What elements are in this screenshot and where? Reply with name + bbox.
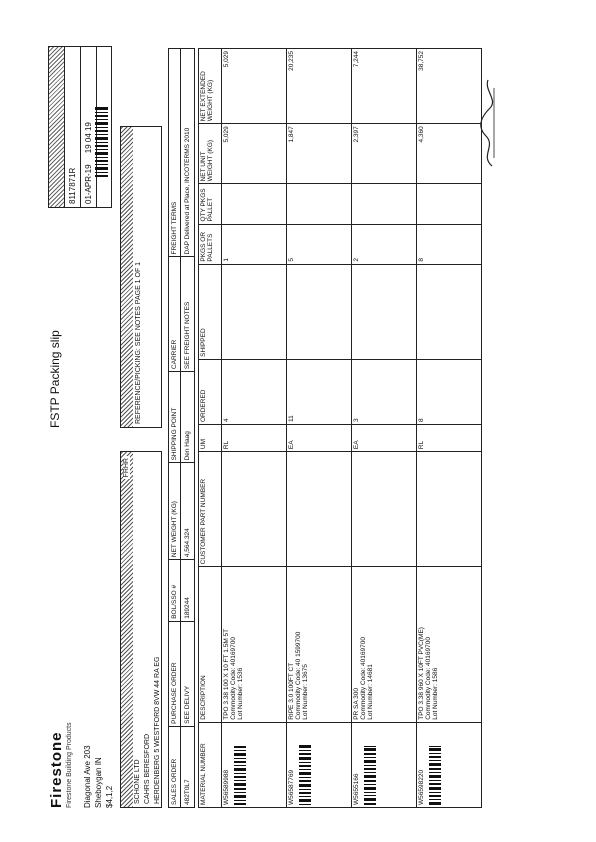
description [417,567,482,722]
items-header-cell: NET UNIT WEIGHT (KG) [199,124,222,184]
description-line: Commodity Code: 40 1599700 [295,631,302,720]
material-number-text: W56589988 [223,769,230,805]
shipped-qty [352,264,417,359]
material-barcode [429,745,441,805]
rotated-document-sheet [48,48,528,808]
table-row [222,49,287,808]
pkgs-or-pallets: 8 [417,224,482,264]
unit-of-measure: RL [222,425,287,452]
note-hatch [121,127,133,427]
ship-to-box [120,451,162,808]
order-value-cell: 4,564.324 [181,463,195,560]
ordered-qty: 11 [287,359,352,424]
order-header-cell: BOL/SSO # [169,560,181,622]
items-header-cell: ORDERED [199,359,222,424]
company-logo-subtitle: Firestone Building Products [66,722,73,808]
order-header-cell: PURCHASE ORDER [169,621,181,726]
reference-note: REFERENCE/PICKING: SEE NOTES PAGE 1 OF 1 [135,261,142,424]
unit-of-measure: EA [287,425,352,452]
material-number [222,722,287,807]
table-row [352,49,417,808]
material-number-text: W5655166 [353,773,360,805]
order-header-table [168,48,195,808]
order-header-cell: CARRIER [169,257,181,372]
material-number-text: W56598220 [418,769,425,805]
items-header-cell: CUSTOMER PART NUMBER [199,452,222,567]
description [352,567,417,722]
pkgs-or-pallets: 2 [352,224,417,264]
doc-barcode [95,107,108,177]
net-extended-weight: 38,752 [417,49,482,124]
net-unit-weight: 2,397 [352,124,417,184]
company-address [82,745,115,808]
address-line: Diagonal Ave 203 [83,745,92,808]
shipped-qty [417,264,482,359]
line-items-table [198,48,482,808]
material-number [417,722,482,807]
description-line: Lot Number: 1536 [237,667,244,720]
qty-pkgs-pallet [222,184,287,224]
unit-of-measure: RL [417,425,482,452]
description-line: TPO 3.38 100 X 10 FT 1.5M 5T [223,628,230,720]
order-header-cell: SALES ORDER [169,726,181,807]
document-number-box [48,46,112,208]
description-line: PR SA 300 [353,687,360,720]
customer-part-number [222,452,287,567]
address-line: Sheboygan IN [94,757,103,808]
order-value-cell: 482T0L7 [181,726,195,807]
shipped-qty [287,264,352,359]
order-header-cell: SHIPPING POINT [169,372,181,463]
net-unit-weight: 5,029 [222,124,287,184]
net-extended-weight: 20,235 [287,49,352,124]
order-header-cell: FREIGHT TERMS [169,49,181,257]
items-header-cell: UM [199,425,222,452]
material-barcode [234,745,246,805]
unit-of-measure: EA [352,425,417,452]
items-header-row [199,49,222,808]
material-number [352,722,417,807]
description [287,567,352,722]
doc-date: 01-APR-19 [84,164,93,204]
net-unit-weight: 4,360 [417,124,482,184]
shipped-qty [222,264,287,359]
qty-pkgs-pallet [417,184,482,224]
items-header-cell: MATERIAL NUMBER [199,722,222,807]
customer-part-number [352,452,417,567]
description-line: Commodity Code: 40169700 [425,637,432,720]
ship-to-line: CAHRS BERESFORD [144,733,151,804]
page-title: FSTP Packing slip [48,330,62,428]
ordered-qty: 3 [352,359,417,424]
net-extended-weight: 5,029 [222,49,287,124]
items-header-cell: QTY PKGS PALLET [199,184,222,224]
doc-number: 8117871R [65,47,81,207]
items-header-cell: SHIPPED [199,264,222,359]
material-barcode [364,745,376,805]
ship-to-line: HERDENBERG 5 WESTFORD 8VW 44 RA EG [154,656,161,804]
ship-to-line: SCHONE LTD [134,759,141,804]
order-value-cell: Den Haag [181,372,195,463]
description-line: Lot Number: 13675 [302,664,309,720]
order-value-cell: SEE DELIVY [181,621,195,726]
material-number [287,722,352,807]
material-number-text: W56587769 [288,769,295,805]
address-line: $4,1,2 [105,785,114,808]
net-extended-weight: 7,244 [352,49,417,124]
order-header-cell: NET WEIGHT (KG) [169,463,181,560]
description-line: Lot Number: 14681 [367,664,374,720]
table-row [287,49,352,808]
description-line: RIPE 3.0 100FT CT [288,662,295,720]
description-line: Lot Number: 1586 [432,667,439,720]
ship-to-tag: FRHR [123,458,130,478]
pkgs-or-pallets: 1 [222,224,287,264]
material-barcode [299,745,311,805]
ordered-qty: 8 [417,359,482,424]
pkgs-or-pallets: 5 [287,224,352,264]
description-line: Commodity Code: 40169700 [360,637,367,720]
qty-pkgs-pallet [352,184,417,224]
ship-to-hatch [121,452,133,807]
ordered-qty: 4 [222,359,287,424]
company-logo: Firestone [48,731,65,808]
doc-code: 19 04 19 [84,122,93,154]
items-header-cell: DESCRIPTION [199,567,222,722]
reference-note-box [120,126,162,428]
order-value-cell: SEE FREIGHT NOTES [181,257,195,372]
items-header-cell: PKGS OR PALLETS [199,224,222,264]
customer-part-number [287,452,352,567]
description-line: TPO 3.38 960 X 10FT PVC(ME) [418,627,425,720]
order-header-labels [169,49,181,808]
description-line: Commodity Code: 40169700 [230,637,237,720]
customer-part-number [417,452,482,567]
order-header-values [181,49,195,808]
order-value-cell: 189244 [181,560,195,622]
items-header-cell: NET EXTENDED WEIGHT (KG) [199,49,222,124]
docbox-hatched-row [49,47,65,207]
description [222,567,287,722]
handwritten-signature [478,78,498,168]
order-value-cell: DAP Delivered at Place, INCOTERMS 2010 [181,49,195,257]
table-row [417,49,482,808]
net-unit-weight: 1,847 [287,124,352,184]
qty-pkgs-pallet [287,184,352,224]
